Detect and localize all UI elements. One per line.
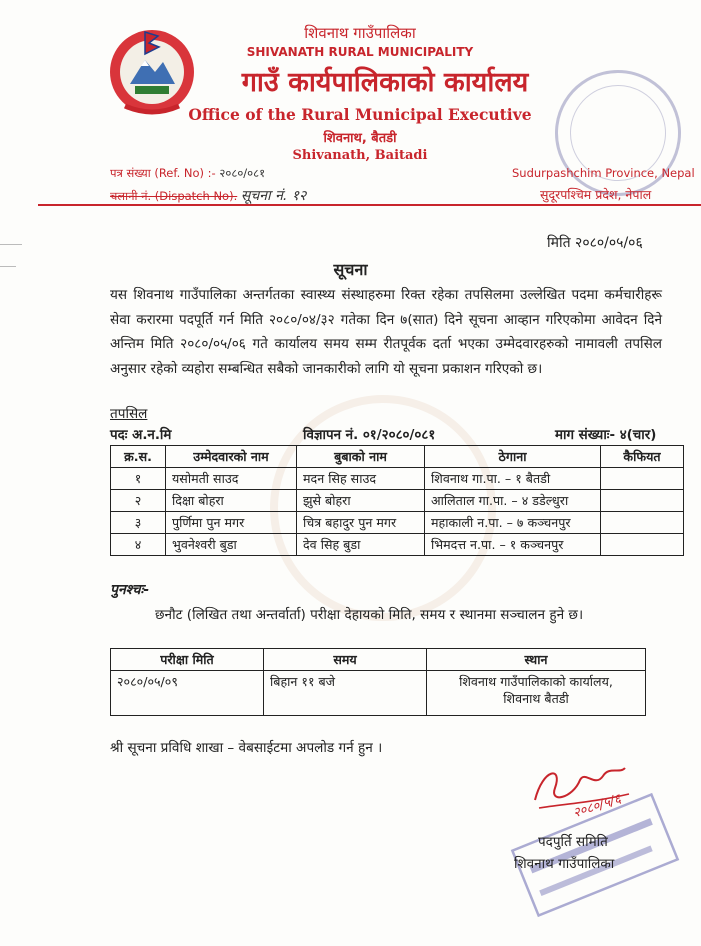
cell-sn: २: [111, 490, 166, 512]
exam-table: [110, 648, 646, 716]
dispatch-no: [110, 186, 306, 205]
exam-header-row: [111, 649, 646, 671]
exam-place: [427, 671, 646, 716]
cell-sn: १: [111, 468, 166, 490]
col-sn: क्र.स.: [111, 446, 166, 468]
exam-date: २०८०/०५/०९: [111, 671, 264, 716]
table-row: [111, 534, 684, 556]
cell-address: शिवनाथ गा.पा. – १ बैतडी: [425, 468, 601, 490]
ref-label: पत्र संख्या (Ref. No) :-: [110, 166, 216, 180]
col-remark: कैफियत: [601, 446, 684, 468]
cell-address: आलिताल गा.पा. – ४ डडेल्धुरा: [425, 490, 601, 512]
cell-father: देव सिह बुडा: [297, 534, 425, 556]
municipality-name-np: शिवनाथ गाउँपालिका: [304, 24, 416, 42]
cell-father: झुसे बोहरा: [297, 490, 425, 512]
cell-remark: [601, 534, 684, 556]
exam-time: बिहान ११ बजे: [264, 671, 427, 716]
tapasil-label: तपसिल: [110, 406, 148, 422]
cell-name: भुवनेश्वरी बुडा: [166, 534, 297, 556]
advert-no: विज्ञापन नं. ०१/२०८०/०८१: [303, 428, 436, 443]
exam-place-line2: शिवनाथ बैतडी: [503, 691, 569, 706]
nepal-emblem-logo: [105, 22, 200, 117]
table-row: [111, 512, 684, 534]
province-np: सुदूरपश्चिम प्रदेश, नेपाल: [540, 187, 652, 202]
cell-remark: [601, 490, 684, 512]
dispatch-value: सूचना नं. १२: [240, 188, 307, 204]
col-exam-place: स्थान: [427, 649, 646, 671]
ref-value: २०८०/०८१: [219, 166, 266, 180]
it-section-note: श्री सूचना प्रविधि शाखा – वेबसाईटमा अपलोड गर्न हुन ।: [110, 740, 383, 756]
cell-address: महाकाली न.पा. – ७ कञ्चनपुर: [425, 512, 601, 534]
header-divider: [38, 204, 701, 206]
cell-name: यसोमती साउद: [166, 468, 297, 490]
province-en: Sudurpashchim Province, Nepal: [512, 166, 695, 180]
col-father: बुबाको नाम: [297, 446, 425, 468]
signature-date: २०८०/५/६: [571, 791, 623, 822]
cell-name: पुर्णिमा पुन मगर: [166, 512, 297, 534]
notice-body: यस शिवनाथ गाउँपालिका अन्तर्गतका स्वास्थ्य संस्थाहरुमा रिक्त रहेका तपसिलमा उल्लेखित पदमा कर्मचारीहरू सेवा करारमा पदपूर्ति गर्न मिति २०८०/०४/३२ गतेका दिन ७(सात) दिने सूचना आव्हान गरिएकोमा आवेदन दिने अन्तिम मिति २०८०/०५/०६ गते कार्यालय समय सम्म रीतपूर्वक दर्ता भएका उम्मेदवारहरुको नामावली तपसिल अनुसार रहेको व्यहोरा सम्बन्धित सबैको जानकारीको लागि यो सूचना प्रकाशन गरिएको छ।: [110, 287, 662, 377]
cell-remark: [601, 512, 684, 534]
cell-father: मदन सिह साउद: [297, 468, 425, 490]
demand-count: माग संख्याः- ४(चार): [555, 428, 657, 443]
table-header-row: [111, 446, 684, 468]
committee-name: पदपुर्ति समिति: [538, 834, 608, 850]
cell-sn: ३: [111, 512, 166, 534]
ref-no: [110, 166, 265, 181]
place-np: शिवनाथ, बैतडी: [323, 131, 397, 146]
cell-address: भिमदत्त न.पा. – १ कञ्चनपुर: [425, 534, 601, 556]
punascha-label: पुनश्चः-: [110, 582, 150, 598]
exam-row: [111, 671, 646, 716]
margin-mark: [0, 244, 22, 245]
cell-father: चित्र बहादुर पुन मगर: [297, 512, 425, 534]
notice-date: मिति २०८०/०५/०६: [547, 235, 643, 251]
col-address: ठेगाना: [425, 446, 601, 468]
municipality-name-en: SHIVANATH RURAL MUNICIPALITY: [246, 45, 474, 59]
cell-sn: ४: [111, 534, 166, 556]
post-name: पदः अ.न.मि: [110, 428, 172, 443]
table-row: [111, 490, 684, 512]
place-en: Shivanath, Baitadi: [292, 148, 428, 163]
signatory-office: शिवनाथ गाउँपालिका: [514, 856, 615, 872]
col-name: उम्मेदवारको नाम: [166, 446, 297, 468]
exam-place-line1: शिवनाथ गाउँपालिकाको कार्यालय,: [459, 674, 613, 689]
cell-remark: [601, 468, 684, 490]
table-row: [111, 468, 684, 490]
col-exam-time: समय: [264, 649, 427, 671]
notice-title: सूचना: [333, 260, 368, 279]
office-title-en: Office of the Rural Municipal Executive: [188, 105, 532, 124]
cell-name: दिक्षा बोहरा: [166, 490, 297, 512]
punascha-text: छनौट (लिखित तथा अन्तर्वार्ता) परीक्षा देहायको मिति, समय र स्थानमा सञ्चालन हुने छ।: [155, 607, 584, 623]
col-exam-date: परीक्षा मिति: [111, 649, 264, 671]
candidate-table: [110, 445, 684, 556]
office-title-np: गाउँ कार्यपालिकाको कार्यालय: [241, 67, 529, 98]
dispatch-label: चलानी नं. (Dispatch No).: [110, 189, 238, 203]
